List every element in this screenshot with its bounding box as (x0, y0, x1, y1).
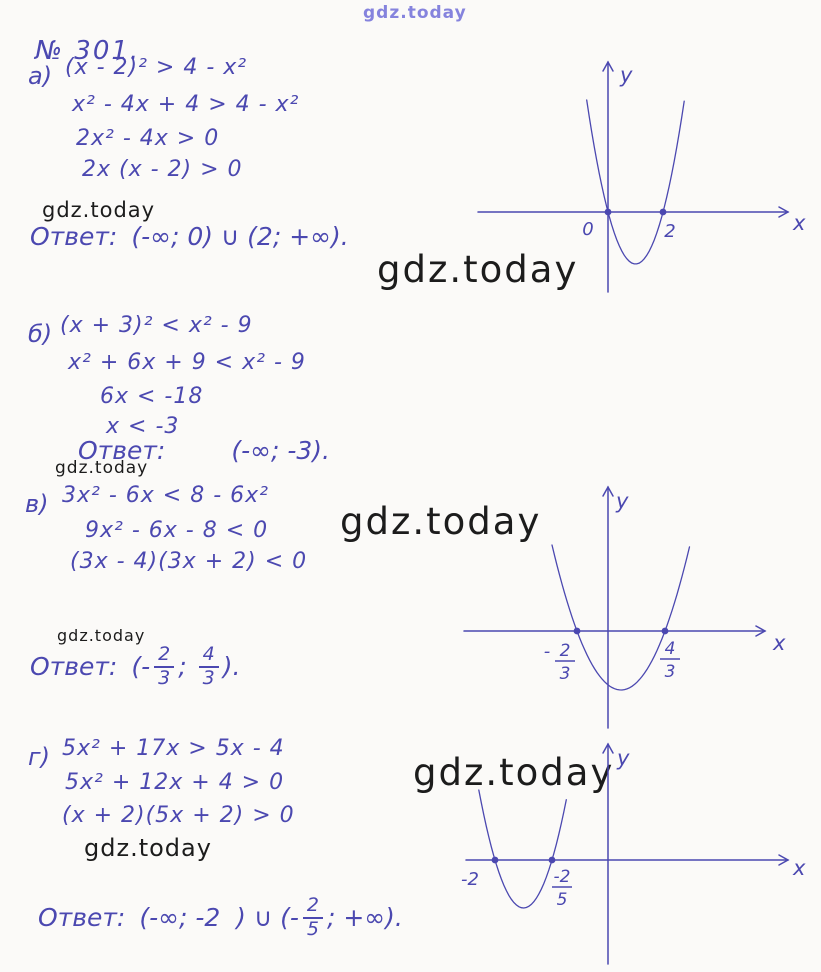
part-g-line-3: (x + 2)(5x + 2) > 0 (62, 803, 295, 828)
part-a-answer-value (131, 222, 348, 251)
part-v-answer (30, 645, 240, 689)
axis-tick-label: 3 (559, 664, 571, 684)
answer-text: (- (131, 652, 151, 682)
answer-text: (-∞; -2 ) ∪ (- (139, 903, 299, 933)
watermark-part-g-large: gdz.today (413, 751, 615, 794)
axis-tick-label: - (543, 641, 551, 662)
root-dot (662, 628, 669, 635)
part-a-line-4: 2x (x - 2) > 0 (82, 157, 243, 182)
root-dot (492, 857, 499, 864)
part-v-marker: в) (25, 490, 49, 518)
part-a-answer-label: Ответ: (30, 222, 118, 251)
axis-tick-label: 2 (559, 641, 571, 661)
part-v-answer-value (131, 645, 240, 689)
part-a-line-3: 2x² - 4x > 0 (76, 126, 220, 151)
part-g-line-1: 5x² + 17x > 5x - 4 (62, 736, 285, 761)
watermark-part-v-small: gdz.today (57, 626, 146, 645)
answer-text: ). (222, 652, 241, 682)
axis-tick-label: -2 (461, 869, 479, 890)
part-g-marker: г) (28, 743, 50, 771)
axis-tick-label: 5 (556, 890, 568, 910)
part-g-answer (38, 896, 403, 940)
part-b-answer (78, 436, 330, 465)
watermark-part-a-small: gdz.today (42, 198, 156, 222)
root-dot (605, 209, 612, 216)
axis-tick-label: y (616, 489, 629, 513)
watermark-top: gdz.today (363, 3, 467, 23)
part-a-marker: а) (28, 62, 53, 90)
part-g-line-2: 5x² + 12x + 4 > 0 (65, 770, 285, 795)
watermark-part-g-medium: gdz.today (84, 834, 212, 862)
problem-number: № 301. (35, 36, 141, 66)
parabola-graph-a (470, 55, 815, 300)
axis-tick-label: -2 (553, 867, 571, 887)
axis-tick-label: 0 (582, 219, 594, 240)
part-v-line-3: (3x - 4)(3x + 2) < 0 (70, 549, 308, 574)
part-b-answer-label: Ответ: (78, 436, 166, 465)
fraction: $\frac{2}{5}$ (303, 896, 323, 940)
part-a-line-2: x² - 4x + 4 > 4 - x² (72, 92, 300, 117)
answer-text: ; (178, 652, 195, 682)
watermark-part-a-large: gdz.today (377, 248, 579, 291)
part-b-line-2: x² + 6x + 9 < x² - 9 (68, 350, 306, 375)
root-dot (549, 857, 556, 864)
part-b-answer-value (231, 436, 330, 465)
answer-text: ; +∞). (326, 903, 403, 933)
part-b-line-1: (x + 3)² < x² - 9 (60, 313, 253, 338)
part-b-marker: б) (28, 320, 53, 348)
watermark-part-v-large: gdz.today (340, 500, 542, 543)
part-g-answer-label: Ответ: (38, 903, 126, 933)
axis-tick-label: 2 (664, 221, 676, 242)
part-v-answer-label: Ответ: (30, 652, 118, 682)
axis-tick-label: 4 (664, 639, 676, 659)
axis-tick-label: 3 (664, 662, 676, 682)
axis-tick-label: x (773, 631, 786, 655)
fraction: $\frac{4}{3}$ (199, 645, 219, 689)
part-g-answer-value (139, 896, 402, 940)
parabola-graph-g (455, 733, 805, 972)
part-v-line-1: 3x² - 6x < 8 - 6x² (62, 483, 269, 508)
fraction: $\frac{2}{3}$ (154, 645, 174, 689)
axis-tick-label: y (617, 746, 630, 770)
part-b-line-4: x < -3 (106, 414, 180, 439)
root-dot (660, 209, 667, 216)
parabola-graph-v (458, 478, 803, 733)
axis-tick-label: y (620, 63, 633, 87)
axis-tick-label: x (793, 211, 806, 235)
part-a-line-1: (x - 2)² > 4 - x² (65, 55, 248, 80)
root-dot (574, 628, 581, 635)
answer-text: (-∞; 0) ∪ (2; +∞). (131, 222, 349, 251)
answer-text: (-∞; -3). (231, 436, 330, 465)
part-b-line-3: 6x < -18 (100, 384, 204, 409)
part-a-answer (30, 222, 349, 251)
watermark-part-b-small: gdz.today (55, 458, 149, 478)
part-v-line-2: 9x² - 6x - 8 < 0 (85, 518, 269, 543)
parabola-curve (479, 790, 567, 908)
axis-tick-label: x (793, 856, 806, 880)
